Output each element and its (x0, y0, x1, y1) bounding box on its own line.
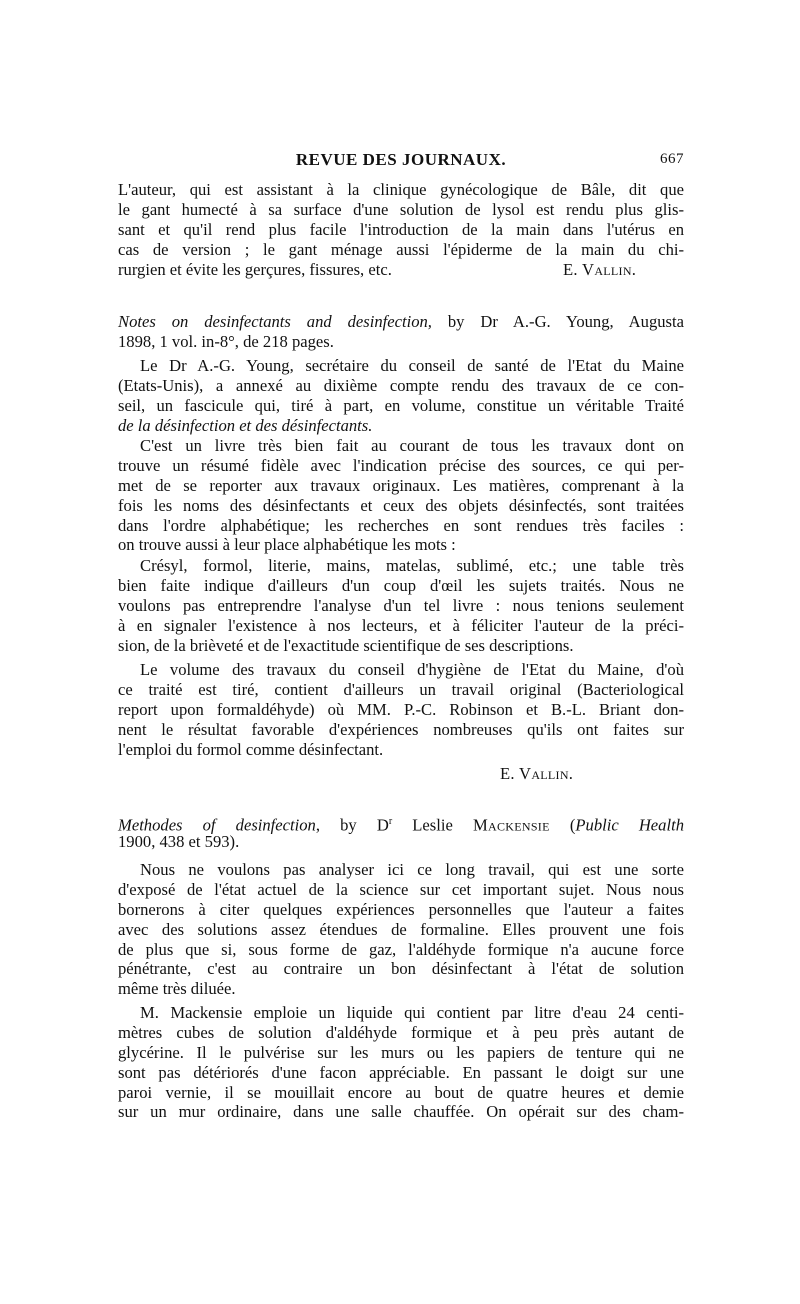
section3-paragraph-1 (118, 860, 684, 999)
text-line: M. Mackensie emploie un liquide qui contient par litre d'eau 24 centi- (140, 1003, 684, 1022)
text-line: sont pas détériorés d'une facon appréciable. En passant le doigt sur une (118, 1062, 684, 1082)
text-line: L'auteur, qui est assistant à la clinique gynécologique de Bâle, dit que (118, 180, 684, 199)
text-line: report upon formaldéhyde) où MM. P.-C. Robinson et B.-L. Briant don- (118, 699, 684, 719)
reference-line (118, 312, 684, 332)
section1-signature: E. Vallin. (563, 260, 637, 279)
reference-line: Methodes of desinfection, by $D^r$ Leslie Mackensie (Public Health (118, 815, 684, 835)
text-line: d'exposé de l'état actuel de la science sur cet important sujet. Nous nous (118, 879, 684, 899)
text-line: Crésyl, formol, literie, mains, matelas, sublimé, etc.; une table très (140, 556, 684, 575)
text-line: trouve un résumé fidèle avec l'indication précise des sources, ce qui per- (118, 455, 684, 475)
text-line: rurgien et évite les gerçures, fissures, etc. (118, 259, 392, 279)
text-line: dans l'ordre alphabétique; les recherches en sont rendues très faciles : (118, 515, 684, 535)
text-line: Nous ne voulons pas analyser ici ce long travail, qui est une sorte (140, 860, 684, 879)
text-line: sur un mur ordinaire, dans une salle chauffée. On opérait sur des cham- (118, 1102, 684, 1122)
text-line: met de se reporter aux travaux originaux. Les matières, comprenant à la (118, 475, 684, 495)
text-line: on trouve aussi à leur place alphabétique les mots : (118, 535, 456, 555)
text-line: bornerons à citer quelques expériences personnelles que l'auteur a faites (118, 899, 684, 919)
text-line: nent le résultat favorable d'expériences nombreuses qu'ils ont faites sur (118, 719, 684, 739)
text-line: cas de version ; le gant ménage aussi l'épiderme de la main du chi- (118, 239, 684, 259)
reference-author: by Dr A.-G. Young, Augusta (431, 312, 684, 331)
section2-paragraph-4 (118, 660, 684, 759)
text-line: Le volume des travaux du conseil d'hygiène de l'Etat du Maine, d'où (140, 660, 684, 679)
text-line: voulons pas entreprendre l'analyse d'un tel livre : nous tenions seulement (118, 595, 684, 615)
reference-line: 1900, 438 et 593). (118, 831, 240, 851)
text-line: glycérine. Il le pulvérise sur les murs ou les papiers de tenture qui ne (118, 1042, 684, 1062)
text-line: Le Dr A.-G. Young, secrétaire du conseil de santé de l'Etat du Maine (140, 356, 684, 375)
text-line: le gant humecté à sa surface d'une solution de lysol est rendu plus glis- (118, 199, 684, 219)
text-line (118, 416, 684, 436)
text-line: de plus que si, sous forme de gaz, l'aldéhyde formique n'a aucune force (118, 939, 684, 959)
text-line: pénétrante, c'est au contraire un bon désinfectant à l'état de solution (118, 959, 684, 979)
text-line: C'est un livre très bien fait au courant de tous les travaux dont on (140, 436, 684, 455)
text-line: sant et qu'il rend plus facile l'introduction de la main dans l'utérus en (118, 219, 684, 239)
text-line: à en signaler l'existence à nos lecteurs, et à féliciter l'auteur de la préci- (118, 615, 684, 635)
section2-reference (118, 312, 684, 352)
text-line: avec des solutions assez étendues de formaline. Elles prouvent une fois (118, 919, 684, 939)
section3-paragraph-2 (118, 1003, 684, 1122)
text-line: fois les noms des désinfectants et ceux des objets désinfectés, sont traitées (118, 495, 684, 515)
section2-signature: E. Vallin. (500, 764, 574, 783)
section2-paragraph-2 (118, 436, 684, 555)
text-line: (Etats-Unis), a annexé au dixième compte rendu des travaux de ce con- (118, 375, 684, 395)
reference-title: Notes on desinfectants and desinfection, (118, 312, 432, 331)
text-line: même très diluée. (118, 979, 236, 999)
text-line: mètres cubes de solution d'aldéhyde formique et à peu près autant de (118, 1022, 684, 1042)
journal-section-title: REVUE DES JOURNAUX. (295, 150, 507, 169)
book-title: de la désinfection et des désinfectants. (118, 415, 373, 435)
text-line: ce traité est tiré, contient d'ailleurs un travail original (Bacteriological (118, 679, 684, 699)
section3-reference (118, 812, 684, 852)
section2-paragraph-1 (118, 356, 684, 436)
running-header (118, 150, 684, 174)
page-number: 667 (660, 151, 684, 167)
text-line: bien faite indique d'ailleurs d'un coup d'œil les sujets traités. Nous ne (118, 575, 684, 595)
text-line: paroi vernie, il se mouillait encore au bout de quatre heures et demie (118, 1082, 684, 1102)
section2-paragraph-3 (118, 556, 684, 655)
text-line: sion, de la brièveté et de l'exactitude scientifique de ses descriptions. (118, 635, 574, 655)
text-line: l'emploi du formol comme désinfectant. (118, 739, 384, 759)
text-line: seil, un fascicule qui, tiré à part, en volume, constitue un véritable Traité (118, 395, 684, 415)
reference-line: 1898, 1 vol. in-8°, de 218 pages. (118, 331, 334, 351)
